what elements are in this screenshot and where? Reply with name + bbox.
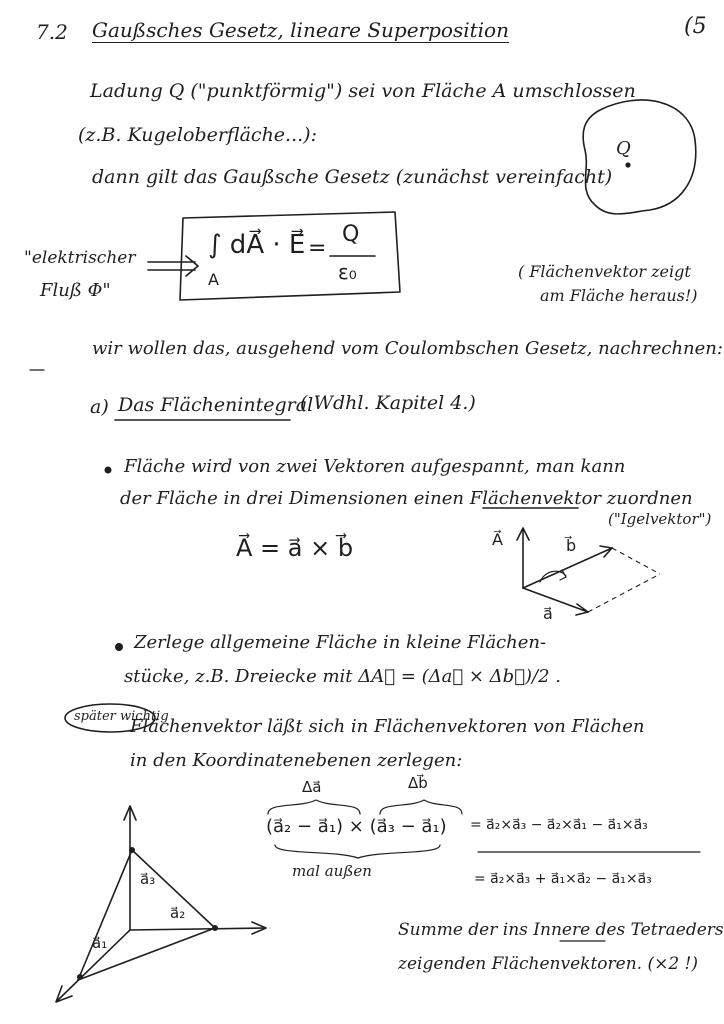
para1-line3: dann gilt das Gaußsche Gesetz (zunächst vereinfacht) [92, 166, 613, 188]
cross-product-lhs: (a⃗₂ − a⃗₁) × (a⃗₃ − a⃗₁) [266, 816, 447, 837]
bullet2-line2: stücke, z.B. Dreiecke mit ΔA⃗ = (Δa⃗ × Δb⃗)/2 . [124, 666, 561, 687]
diag1-label-a: a⃗ [543, 604, 553, 623]
sub-a-label: a) [90, 396, 109, 418]
derive-line: wir wollen das, ausgehend vom Coulombschen Gesetz, nachrechnen: [92, 338, 723, 359]
charge-dot [625, 162, 630, 167]
sub-a-reference: ( Wdhl. Kapitel 4.) [300, 392, 476, 414]
flux-label-2: Fluß Φ" [40, 280, 111, 301]
para2-line1: Flächenvektor läßt sich in Flächenvektoren von Flächen [130, 716, 645, 737]
area-note-2: am Fläche heraus!) [540, 286, 698, 305]
diag2-label-a3: a⃗₃ [140, 870, 156, 888]
para2-line2: in den Koordinatenebenen zerlegen: [130, 750, 463, 771]
gauss-integral: ∫ dA⃗ · E⃗ [208, 230, 306, 260]
gauss-equals: = [308, 236, 327, 261]
area-note-1: ( Flächenvektor zeigt [518, 262, 691, 281]
multiply-out-brace [275, 845, 440, 858]
diag2-label-a1: a⃗₁ [92, 934, 108, 952]
para1-line1: Ladung Q ("punktförmig") sei von Fläche A umschlossen [90, 80, 636, 102]
delta-b-label: Δb⃗ [408, 774, 428, 792]
diag1-label-A: A⃗ [492, 530, 503, 549]
section-number: 7.2 [36, 20, 68, 44]
gauss-rhs-denominator: ε₀ [338, 260, 357, 284]
diag2-label-a2: a⃗₂ [170, 904, 186, 922]
bullet2-line1: Zerlege allgemeine Fläche in kleine Flächen- [134, 632, 547, 653]
area-formula: A⃗ = a⃗ × b⃗ [236, 534, 354, 562]
cross-product-rhs-2: = a⃗₂×a⃗₃ + a⃗₁×a⃗₂ − a⃗₁×a⃗₃ [474, 871, 652, 887]
closed-surface-blob [583, 100, 696, 214]
later-important-note: später wichtig [74, 709, 169, 724]
delta-a-brace [268, 800, 360, 814]
bullet-2 [115, 643, 123, 651]
tetrahedron-diagram [56, 806, 266, 1002]
charge-label: Q [616, 138, 631, 159]
area-vector-diagram [517, 528, 660, 615]
delta-a-label: Δa⃗ [302, 778, 322, 796]
sub-a-title: Das Flächenintegral [118, 394, 314, 416]
bullet1-line1: Fläche wird von zwei Vektoren aufgespannt, man kann [124, 456, 626, 477]
bullet-1 [105, 467, 112, 474]
multiply-out-label: mal außen [292, 862, 372, 880]
para1-line2: (z.B. Kugeloberfläche...): [78, 124, 317, 146]
flux-arrow [148, 256, 198, 276]
sum-line-1: Summe der ins Innere des Tetraeders [398, 920, 724, 940]
flux-label-1: "elektrischer [24, 248, 136, 268]
diag1-label-b: b⃗ [566, 536, 577, 555]
bullet1-line3: ("Igelvektor") [608, 510, 712, 528]
gauss-rhs-numerator: Q [342, 222, 360, 247]
page-number: (5 [684, 14, 707, 39]
bullet1-line2: der Fläche in drei Dimensionen einen Flächenvektor zuordnen [120, 488, 693, 509]
sum-line-2: zeigenden Flächenvektoren. (×2 !) [398, 954, 699, 974]
cross-product-rhs-1: = a⃗₂×a⃗₃ − a⃗₂×a⃗₁ − a⃗₁×a⃗₃ [470, 817, 648, 833]
gauss-integral-subscript: A [208, 270, 219, 289]
delta-b-brace [380, 800, 462, 814]
section-title: Gaußsches Gesetz, lineare Superposition [92, 18, 509, 42]
